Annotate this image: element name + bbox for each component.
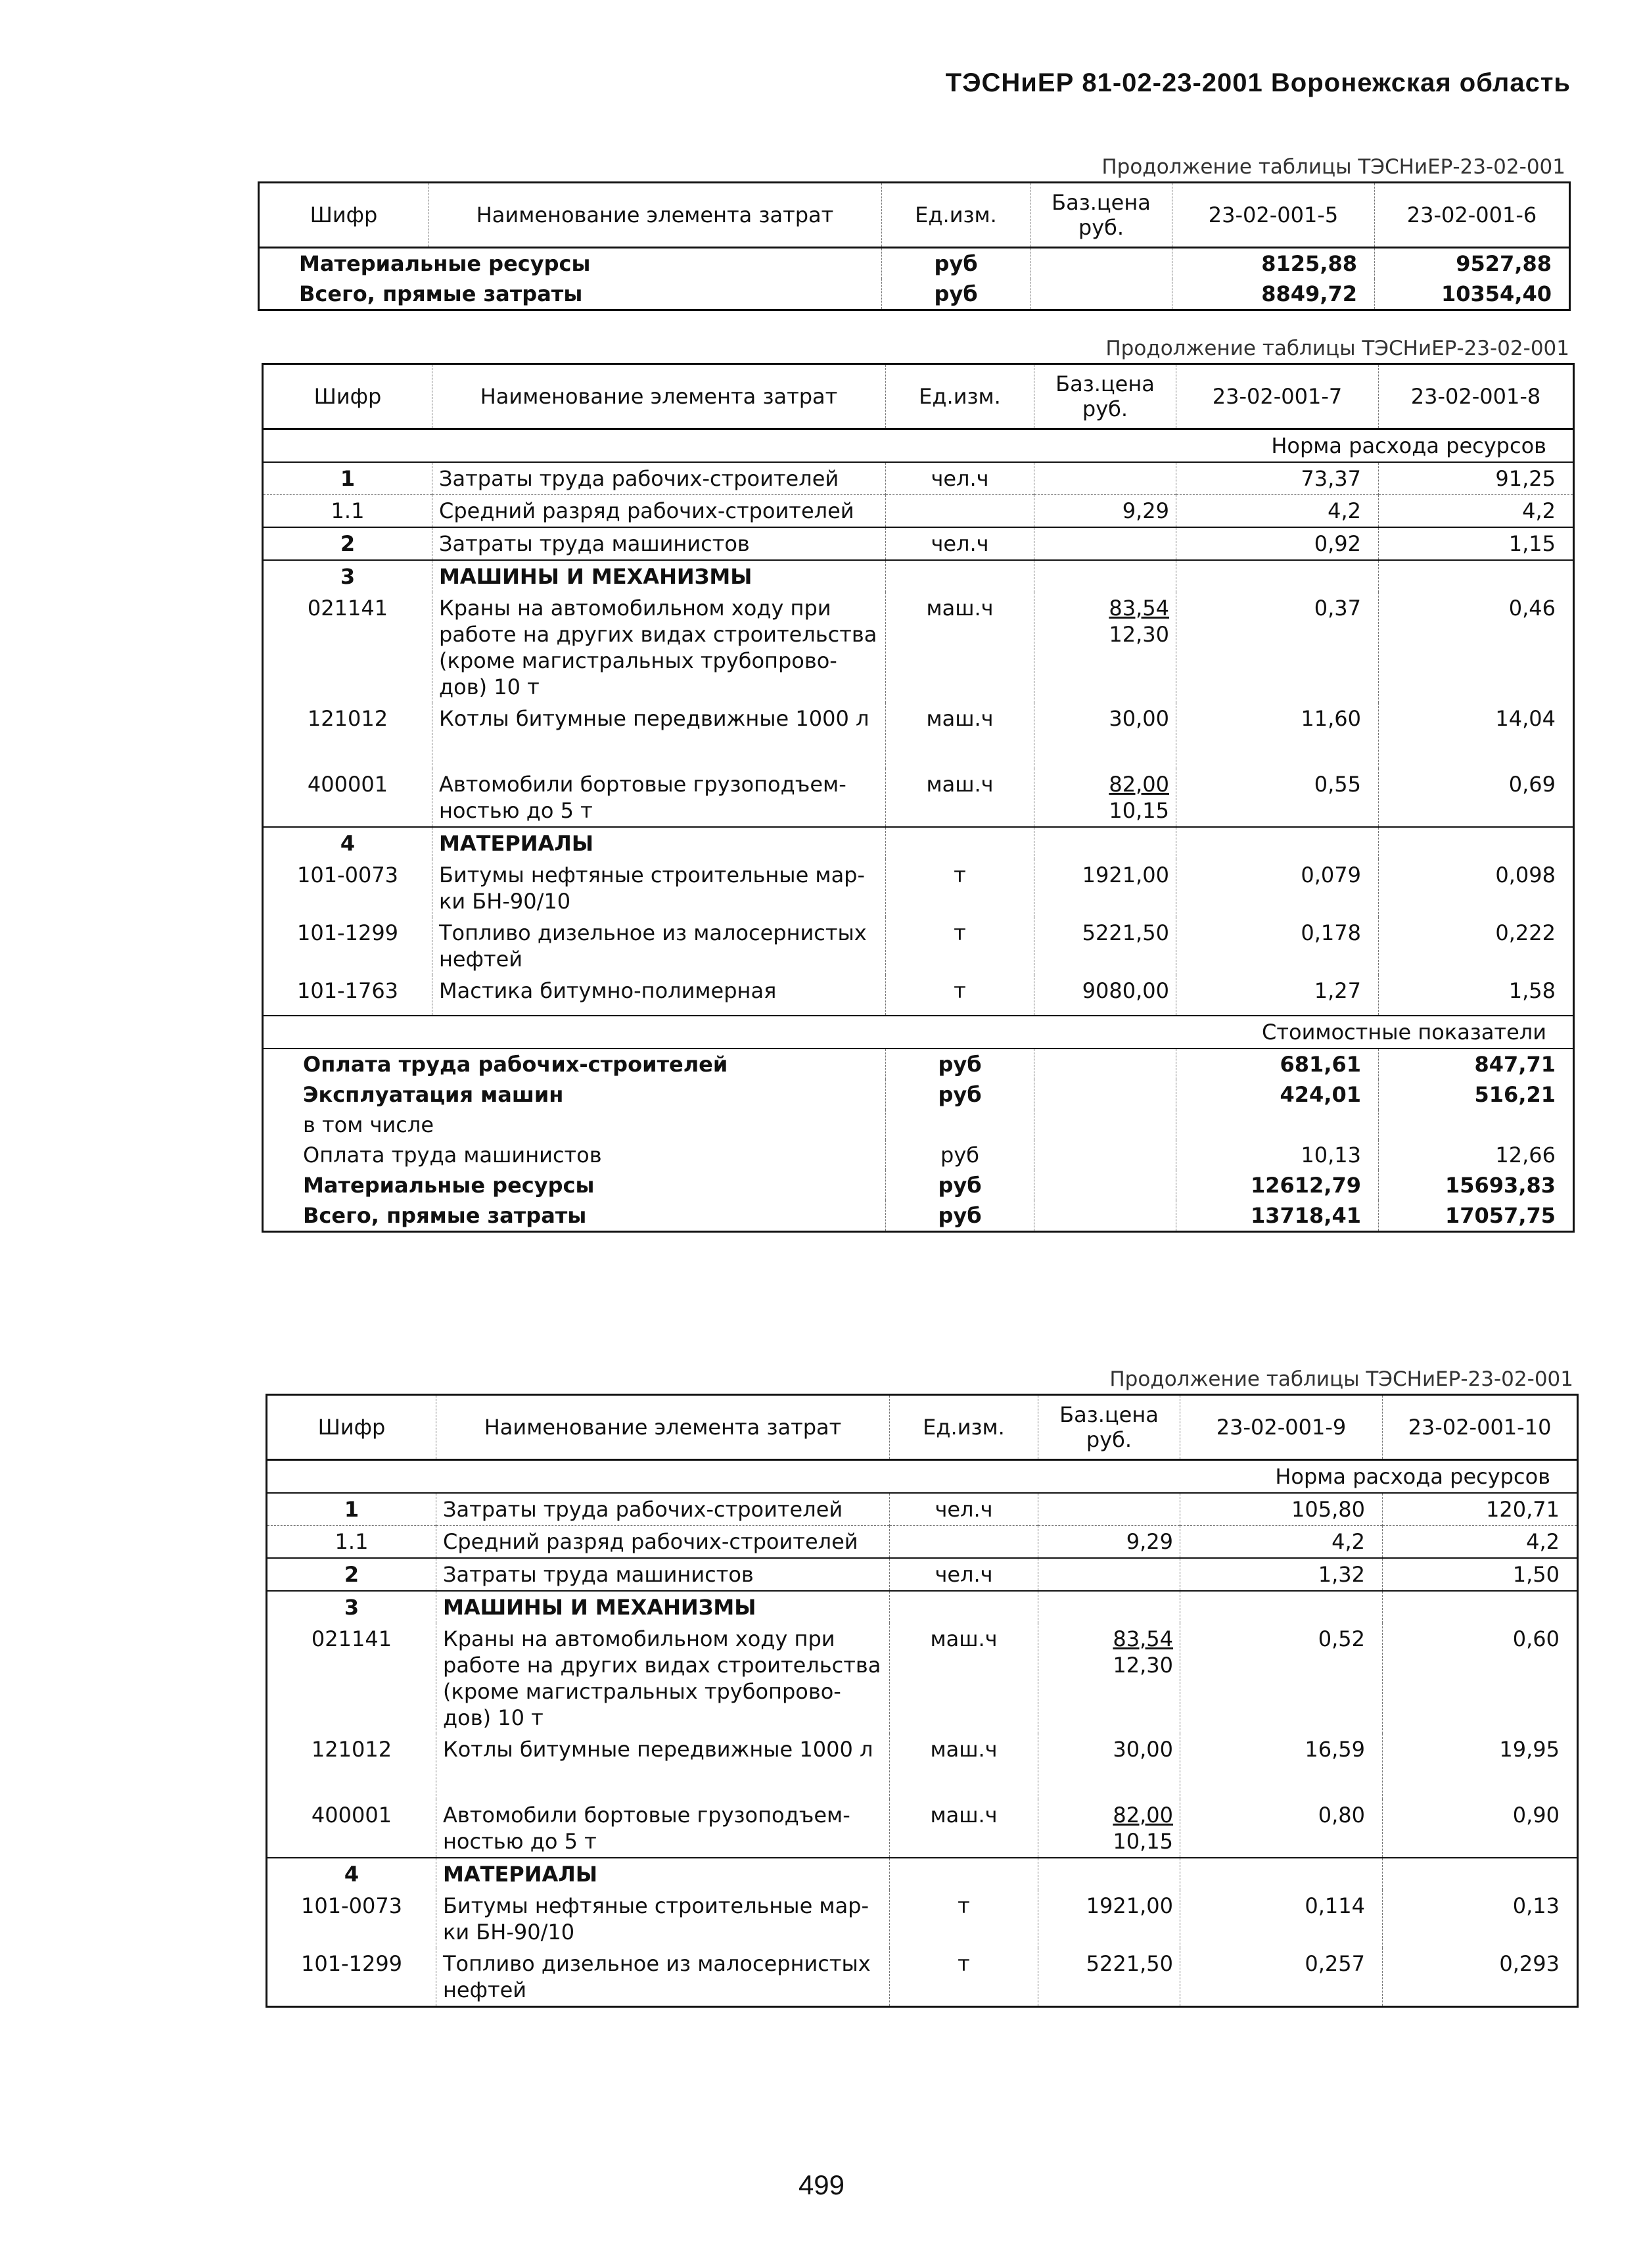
continuation-label: Продолжение таблицы ТЭСНиЕР-23-02-001 — [1109, 1367, 1573, 1391]
row-value-2: 0,293 — [1383, 1948, 1578, 2007]
row-code: 1 — [267, 1493, 436, 1526]
row-price: 83,54 — [1113, 1626, 1173, 1651]
continuation-label: Продолжение таблицы ТЭСНиЕР-23-02-001 — [1101, 155, 1565, 179]
section-title: МАТЕРИАЛЫ — [432, 827, 886, 859]
row-value-1: 105,80 — [1180, 1493, 1383, 1526]
row-price: 9,29 — [1034, 495, 1176, 528]
totals-label: в том числе — [303, 1112, 434, 1137]
row-name: Краны на автомобильном ходу при работе на других видах строительства (кроме магистральных трубопрово-дов) 10 т — [436, 1623, 890, 1734]
row-price: 82,00 — [1113, 1803, 1173, 1828]
row-code: 1 — [263, 462, 432, 495]
table-row — [267, 1948, 1578, 2007]
section-code: 3 — [263, 560, 432, 592]
row-unit: т — [886, 917, 1034, 975]
table-row — [267, 1890, 1578, 1948]
row-code: 400001 — [311, 1803, 392, 1828]
row-unit: т — [886, 975, 1034, 1016]
totals-row — [263, 1140, 1574, 1170]
col-header-unit: Ед.изм. — [890, 1395, 1038, 1460]
totals-value-2: 12,66 — [1379, 1140, 1574, 1170]
row-unit: маш.ч — [886, 703, 1034, 768]
row-unit: маш.ч — [890, 1623, 1038, 1734]
row-value-1: 4,2 — [1176, 495, 1379, 528]
row-value-1: 0,257 — [1180, 1948, 1383, 2007]
row-name: Затраты труда машинистов — [436, 1558, 890, 1591]
row-unit: маш.ч — [886, 592, 1034, 703]
row-price — [1034, 462, 1176, 495]
row-price-machinist: 10,15 — [1113, 1829, 1173, 1854]
totals-unit: руб — [886, 1170, 1034, 1200]
row-code: 2 — [263, 527, 432, 560]
section-code: 4 — [267, 1858, 436, 1890]
row-code: 101-0073 — [296, 862, 399, 887]
section-row — [263, 560, 1574, 592]
table-row — [267, 1734, 1578, 1799]
row-name: Автомобили бортовые грузоподъем-ностью до 5 т — [436, 1799, 890, 1858]
table-block-1 — [258, 153, 1571, 311]
row-value-2: 4,2 — [1379, 495, 1574, 528]
col-header-price: Баз.цена руб. — [1038, 1395, 1180, 1460]
row-price-machinist: 12,30 — [1109, 622, 1169, 647]
row-name: Топливо дизельное из малосернистых нефтей — [432, 917, 886, 975]
col-header-unit: Ед.изм. — [886, 364, 1034, 429]
row-value-2: 1,15 — [1379, 527, 1574, 560]
row-name: Затраты труда машинистов — [432, 527, 886, 560]
row-code: 1.1 — [267, 1526, 436, 1559]
col-header-code: Шифр — [259, 183, 428, 248]
row-value-1: 0,079 — [1176, 859, 1379, 917]
totals-row — [259, 279, 1570, 310]
col-header-unit: Ед.изм. — [882, 183, 1030, 248]
totals-label: Материальные ресурсы — [299, 251, 591, 276]
row-name: Котлы битумные передвижные 1000 л — [436, 1734, 890, 1799]
row-unit: т — [890, 1890, 1038, 1948]
row-price: 82,00 — [1109, 772, 1169, 797]
totals-label: Материальные ресурсы — [303, 1173, 595, 1198]
row-code: 1.1 — [263, 495, 432, 528]
totals-unit: руб — [886, 1200, 1034, 1232]
row-value-2: 14,04 — [1379, 703, 1574, 768]
col-header-variant-2: 23-02-001-10 — [1383, 1395, 1578, 1460]
row-price — [1038, 1558, 1180, 1591]
table-row — [263, 703, 1574, 768]
row-unit: чел.ч — [886, 527, 1034, 560]
totals-value-2: 15693,83 — [1379, 1170, 1574, 1200]
totals-value-1 — [1176, 1110, 1379, 1140]
totals-value-2: 516,21 — [1379, 1079, 1574, 1110]
totals-unit: руб — [882, 248, 1030, 279]
totals-value-1: 8849,72 — [1172, 279, 1375, 310]
section-title: МАШИНЫ И МЕХАНИЗМЫ — [436, 1591, 890, 1623]
document-header: ТЭСНиЕР 81-02-23-2001 Воронежская область — [945, 68, 1571, 97]
row-value-1: 0,55 — [1176, 768, 1379, 827]
row-code: 101-0073 — [300, 1893, 403, 1918]
row-value-2: 120,71 — [1383, 1493, 1578, 1526]
row-code: 101-1763 — [296, 978, 399, 1003]
row-unit: т — [890, 1948, 1038, 2007]
row-price: 1921,00 — [1038, 1890, 1180, 1948]
row-name: Затраты труда рабочих-строителей — [432, 462, 886, 495]
row-value-1: 0,114 — [1180, 1890, 1383, 1948]
totals-value-2 — [1379, 1110, 1574, 1140]
row-price: 5221,50 — [1034, 917, 1176, 975]
row-price — [1038, 1493, 1180, 1526]
totals-unit: руб — [886, 1079, 1034, 1110]
row-code: 021141 — [307, 596, 388, 621]
row-value-2: 1,58 — [1379, 975, 1574, 1016]
table-row — [263, 592, 1574, 703]
table-row — [263, 917, 1574, 975]
row-value-1: 11,60 — [1176, 703, 1379, 768]
totals-value-1: 10,13 — [1176, 1140, 1379, 1170]
totals-value-2: 9527,88 — [1375, 248, 1570, 279]
row-value-2: 0,69 — [1379, 768, 1574, 827]
table-row — [263, 462, 1574, 495]
table-row — [263, 768, 1574, 827]
norm-label-row — [263, 429, 1574, 463]
row-value-1: 1,32 — [1180, 1558, 1383, 1591]
row-name: Краны на автомобильном ходу при работе на других видах строительства (кроме магистральных трубопрово-дов) 10 т — [432, 592, 886, 703]
row-unit: чел.ч — [886, 462, 1034, 495]
row-name: Затраты труда рабочих-строителей — [436, 1493, 890, 1526]
table-row — [263, 859, 1574, 917]
resource-table-2 — [262, 363, 1575, 1233]
row-value-2: 0,098 — [1379, 859, 1574, 917]
col-header-variant-2: 23-02-001-8 — [1379, 364, 1574, 429]
table-row — [267, 1526, 1578, 1559]
totals-value-2: 847,71 — [1379, 1049, 1574, 1079]
totals-value-1: 681,61 — [1176, 1049, 1379, 1079]
row-unit — [890, 1526, 1038, 1559]
col-header-variant-1: 23-02-001-9 — [1180, 1395, 1383, 1460]
section-code: 4 — [263, 827, 432, 859]
row-code: 101-1299 — [296, 920, 399, 945]
row-code: 101-1299 — [300, 1951, 403, 1976]
col-header-name: Наименование элемента затрат — [436, 1395, 890, 1460]
row-price: 30,00 — [1038, 1734, 1180, 1799]
col-header-variant-1: 23-02-001-7 — [1176, 364, 1379, 429]
cost-label-row — [263, 1016, 1574, 1049]
totals-value-2: 17057,75 — [1379, 1200, 1574, 1232]
row-value-2: 0,222 — [1379, 917, 1574, 975]
page-number: 499 — [798, 2169, 845, 2200]
row-unit: чел.ч — [890, 1558, 1038, 1591]
row-value-1: 4,2 — [1180, 1526, 1383, 1559]
section-row — [267, 1858, 1578, 1890]
row-value-1: 73,37 — [1176, 462, 1379, 495]
row-unit — [886, 495, 1034, 528]
table-block-2 — [262, 334, 1575, 1233]
row-price — [1034, 527, 1176, 560]
norm-label: Норма расхода ресурсов — [1271, 433, 1546, 458]
totals-value-1: 8125,88 — [1172, 248, 1375, 279]
row-unit: маш.ч — [886, 768, 1034, 827]
row-value-2: 91,25 — [1379, 462, 1574, 495]
row-code: 400001 — [307, 772, 388, 797]
col-header-code: Шифр — [263, 364, 432, 429]
resource-table-3 — [266, 1394, 1579, 2008]
row-unit: маш.ч — [890, 1799, 1038, 1858]
row-name: Средний разряд рабочих-строителей — [436, 1526, 890, 1559]
row-value-2: 0,90 — [1383, 1799, 1578, 1858]
col-header-name: Наименование элемента затрат — [432, 364, 886, 429]
totals-row — [263, 1200, 1574, 1232]
totals-unit: руб — [882, 279, 1030, 310]
table-row — [263, 495, 1574, 528]
totals-label: Оплата труда рабочих-строителей — [303, 1052, 728, 1077]
table-header-row — [263, 364, 1574, 429]
totals-label: Оплата труда машинистов — [303, 1143, 602, 1168]
continuation-label: Продолжение таблицы ТЭСНиЕР-23-02-001 — [1105, 337, 1569, 360]
table-row — [267, 1493, 1578, 1526]
row-value-2: 0,60 — [1383, 1623, 1578, 1734]
row-value-2: 19,95 — [1383, 1734, 1578, 1799]
row-value-1: 0,52 — [1180, 1623, 1383, 1734]
row-name: Котлы битумные передвижные 1000 л — [432, 703, 886, 768]
section-row — [263, 827, 1574, 859]
totals-row — [263, 1110, 1574, 1140]
cost-label: Стоимостные показатели — [263, 1016, 1574, 1049]
row-value-2: 0,46 — [1379, 592, 1574, 703]
col-header-price: Баз.цена руб. — [1030, 183, 1172, 248]
row-name: Средний разряд рабочих-строителей — [432, 495, 886, 528]
totals-row — [259, 248, 1570, 279]
row-price: 5221,50 — [1038, 1948, 1180, 2007]
row-value-2: 1,50 — [1383, 1558, 1578, 1591]
row-name: Битумы нефтяные строительные мар-ки БН-90/10 — [436, 1890, 890, 1948]
table-row — [263, 527, 1574, 560]
row-value-2: 4,2 — [1383, 1526, 1578, 1559]
table-block-3 — [266, 1365, 1579, 2008]
row-price: 9080,00 — [1034, 975, 1176, 1016]
row-name: Топливо дизельное из малосернистых нефтей — [436, 1948, 890, 2007]
row-value-1: 16,59 — [1180, 1734, 1383, 1799]
col-header-variant-2: 23-02-001-6 — [1375, 183, 1570, 248]
totals-value-1: 12612,79 — [1176, 1170, 1379, 1200]
row-name: Битумы нефтяные строительные мар-ки БН-90/10 — [432, 859, 886, 917]
table-row — [267, 1799, 1578, 1858]
row-value-1: 1,27 — [1176, 975, 1379, 1016]
table-header-row — [267, 1395, 1578, 1460]
row-value-1: 0,80 — [1180, 1799, 1383, 1858]
row-price: 30,00 — [1034, 703, 1176, 768]
totals-value-2: 10354,40 — [1375, 279, 1570, 310]
col-header-code: Шифр — [267, 1395, 436, 1460]
row-code: 2 — [267, 1558, 436, 1591]
table-row — [267, 1623, 1578, 1734]
totals-value-1: 424,01 — [1176, 1079, 1379, 1110]
table-row — [263, 975, 1574, 1016]
row-price: 83,54 — [1109, 596, 1169, 621]
section-title: МАТЕРИАЛЫ — [436, 1858, 890, 1890]
row-name: Автомобили бортовые грузоподъем-ностью до 5 т — [432, 768, 886, 827]
row-unit: маш.ч — [890, 1734, 1038, 1799]
row-price: 1921,00 — [1034, 859, 1176, 917]
section-code: 3 — [267, 1591, 436, 1623]
row-value-1: 0,37 — [1176, 592, 1379, 703]
totals-value-1: 13718,41 — [1176, 1200, 1379, 1232]
row-code: 021141 — [311, 1626, 392, 1651]
col-header-variant-1: 23-02-001-5 — [1172, 183, 1375, 248]
norm-label-row — [267, 1460, 1578, 1494]
table-row — [267, 1558, 1578, 1591]
totals-label: Всего, прямые затраты — [303, 1203, 587, 1228]
col-header-name: Наименование элемента затрат — [428, 183, 882, 248]
totals-row — [263, 1049, 1574, 1079]
col-header-price: Баз.цена руб. — [1034, 364, 1176, 429]
row-price-machinist: 10,15 — [1109, 798, 1169, 823]
norm-label: Норма расхода ресурсов — [1275, 1464, 1550, 1489]
row-value-1: 0,92 — [1176, 527, 1379, 560]
row-unit: чел.ч — [890, 1493, 1038, 1526]
row-code: 121012 — [307, 706, 388, 731]
totals-unit: руб — [886, 1049, 1034, 1079]
totals-unit — [886, 1110, 1034, 1140]
row-price-machinist: 12,30 — [1113, 1653, 1173, 1678]
table-header-row — [259, 183, 1570, 248]
totals-unit: руб — [886, 1140, 1034, 1170]
resource-table-1 — [258, 181, 1571, 311]
totals-row — [263, 1079, 1574, 1110]
row-name: Мастика битумно-полимерная — [432, 975, 886, 1016]
row-unit: т — [886, 859, 1034, 917]
totals-label: Всего, прямые затраты — [299, 281, 583, 306]
row-value-2: 0,13 — [1383, 1890, 1578, 1948]
row-price: 9,29 — [1038, 1526, 1180, 1559]
row-code: 121012 — [311, 1737, 392, 1762]
section-row — [267, 1591, 1578, 1623]
row-value-1: 0,178 — [1176, 917, 1379, 975]
totals-label: Эксплуатация машин — [303, 1082, 564, 1107]
section-title: МАШИНЫ И МЕХАНИЗМЫ — [432, 560, 886, 592]
totals-row — [263, 1170, 1574, 1200]
